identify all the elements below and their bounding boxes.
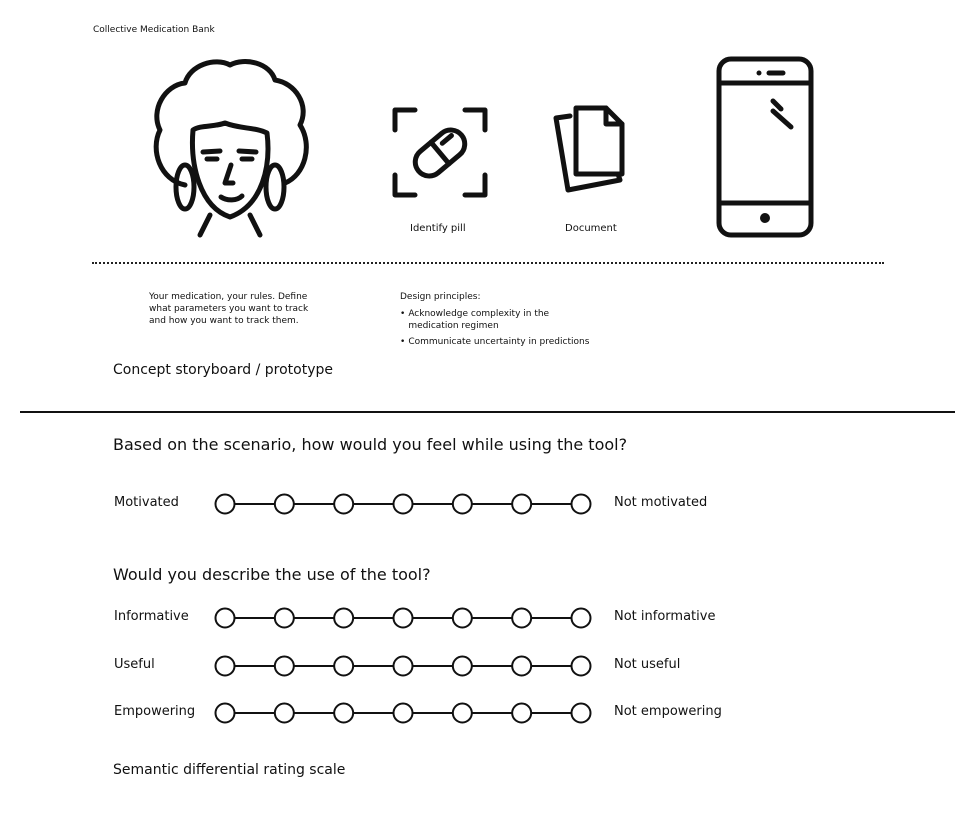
scale-option-7[interactable] <box>572 609 591 628</box>
scale-option-1[interactable] <box>216 657 235 676</box>
scale-option-5[interactable] <box>453 657 472 676</box>
scale-option-5[interactable] <box>453 609 472 628</box>
scale-option-2[interactable] <box>275 704 294 723</box>
document-label: Document <box>565 223 617 234</box>
section-divider <box>20 411 955 413</box>
identify-pill-label: Identify pill <box>410 223 466 234</box>
design-principle-item: • Communicate uncertainty in predictions <box>400 337 590 347</box>
scale-option-2[interactable] <box>275 495 294 514</box>
scale-option-4[interactable] <box>394 657 413 676</box>
design-principle-item: • Acknowledge complexity in the medication regimen <box>400 309 550 331</box>
scale-option-3[interactable] <box>334 657 353 676</box>
scale-option-3[interactable] <box>334 495 353 514</box>
scale-left-label: Useful <box>114 657 155 672</box>
scale-option-4[interactable] <box>394 704 413 723</box>
scale-right-label: Not useful <box>614 657 681 672</box>
scale-option-1[interactable] <box>216 609 235 628</box>
design-principles <box>400 291 590 348</box>
question-describe: Would you describe the use of the tool? <box>113 565 431 584</box>
scale-option-6[interactable] <box>512 495 531 514</box>
scale-option-5[interactable] <box>453 704 472 723</box>
scale-track <box>212 698 596 728</box>
scale-track <box>212 651 596 681</box>
scale-right-label: Not motivated <box>614 495 708 510</box>
smartphone-icon <box>715 55 815 240</box>
rating-scale-caption: Semantic differential rating scale <box>113 762 346 778</box>
scale-left-label: Motivated <box>114 495 179 510</box>
scale-right-label: Not empowering <box>614 704 722 719</box>
scale-option-7[interactable] <box>572 495 591 514</box>
dotted-divider <box>92 262 884 264</box>
scale-option-6[interactable] <box>512 704 531 723</box>
bullet: • <box>400 309 406 319</box>
page-title: Collective Medication Bank <box>93 25 215 35</box>
scale-option-3[interactable] <box>334 609 353 628</box>
scale-option-3[interactable] <box>334 704 353 723</box>
scale-option-1[interactable] <box>216 495 235 514</box>
scale-option-6[interactable] <box>512 609 531 628</box>
storyboard-caption: Concept storyboard / prototype <box>113 362 334 378</box>
scale-option-7[interactable] <box>572 657 591 676</box>
rating-scale-informative <box>0 603 975 633</box>
design-principles-title: Design principles: <box>400 292 481 302</box>
scale-option-1[interactable] <box>216 704 235 723</box>
person-icon <box>145 55 315 240</box>
scale-left-label: Empowering <box>114 704 196 719</box>
rating-scale-motivated <box>0 489 975 519</box>
scale-track <box>212 603 596 633</box>
scale-track <box>212 489 596 519</box>
scale-option-6[interactable] <box>512 657 531 676</box>
scale-left-label: Informative <box>114 609 189 624</box>
scale-option-5[interactable] <box>453 495 472 514</box>
question-feeling: Based on the scenario, how would you feel while using the tool? <box>113 435 628 454</box>
rating-scale-useful <box>0 651 975 681</box>
bullet: • <box>400 337 406 347</box>
scale-option-4[interactable] <box>394 495 413 514</box>
scale-option-2[interactable] <box>275 609 294 628</box>
document-icon <box>548 104 630 196</box>
concept-description: Your medication, your rules. Define what parameters you want to track and how you want to track them. <box>149 292 309 326</box>
rating-scale-empowering <box>0 698 975 728</box>
scale-option-2[interactable] <box>275 657 294 676</box>
scale-option-4[interactable] <box>394 609 413 628</box>
identify-pill-icon <box>390 105 490 200</box>
scale-right-label: Not informative <box>614 609 716 624</box>
scale-option-7[interactable] <box>572 704 591 723</box>
